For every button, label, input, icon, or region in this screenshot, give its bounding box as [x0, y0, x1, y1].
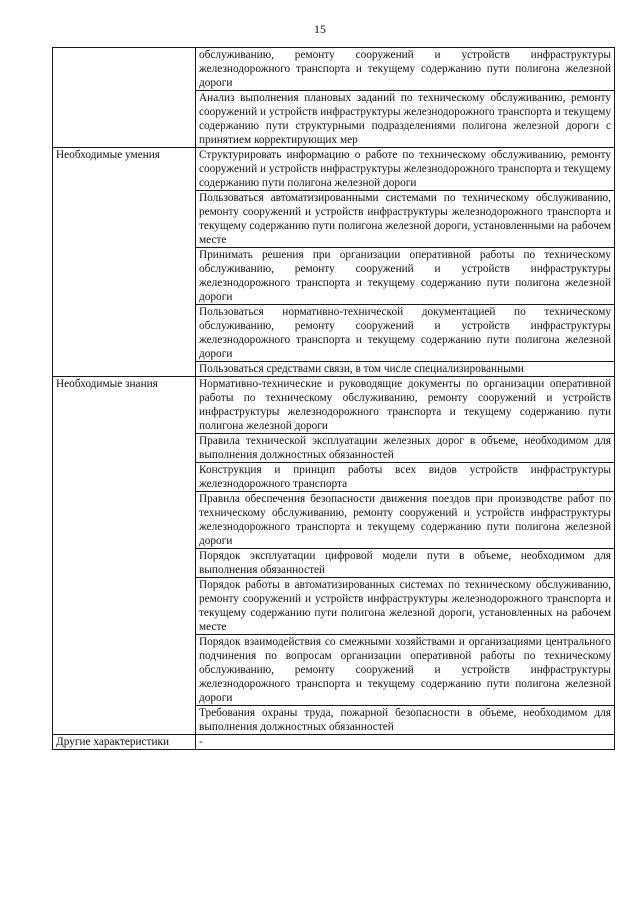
characteristics-table	[52, 47, 615, 750]
table-cell: Порядок работы в автоматизированных системах по техническому обслуживанию, ремонту сооружений и устройств инфраструктуры железнодорожного транспорта и текущему содержанию пути полигона железной дороги, установленных на рабочем месте	[196, 578, 615, 635]
row-label-knowledge: Необходимые знания	[53, 377, 196, 735]
table-cell: -	[196, 735, 615, 750]
page-number: 15	[314, 22, 326, 36]
table-row	[53, 48, 615, 91]
table-cell: Структурировать информацию о работе по техническому обслуживанию, ремонту сооружений и устройств инфраструктуры железнодорожного транспорта и текущему содержанию пути полигона железной дороги	[196, 148, 615, 191]
table-row	[53, 377, 615, 434]
table-cell: обслуживанию, ремонту сооружений и устройств инфраструктуры железнодорожного транспорта и текущему содержанию пути полигона железной дороги	[196, 48, 615, 91]
table-cell: Нормативно-технические и руководящие документы по организации оперативной работы по техническому обслуживанию, ремонту сооружений и устройств инфраструктуры железнодорожного транспорта и текущему содержанию пути полигона железной дороги	[196, 377, 615, 434]
table-cell: Правила обеспечения безопасности движения поездов при производстве работ по техническому обслуживанию, ремонту сооружений и устройств инфраструктуры железнодорожного транспорта и текущему содержанию пути полигона железной дороги	[196, 492, 615, 549]
table-cell: Пользоваться средствами связи, в том числе специализированными	[196, 362, 615, 377]
table-cell: Анализ выполнения плановых заданий по техническому обслуживанию, ремонту сооружений и устройств инфраструктуры железнодорожного транспорта и текущему содержанию пути структурными подразделениями полигона железной дороги с принятием корректирующих мер	[196, 91, 615, 148]
table-cell: Принимать решения при организации оперативной работы по техническому обслуживанию, ремонту сооружений и устройств инфраструктуры железнодорожного транспорта и текущему содержанию пути полигона железной дороги	[196, 248, 615, 305]
table-cell: Пользоваться автоматизированными системами по техническому обслуживанию, ремонту сооружений и устройств инфраструктуры железнодорожного транспорта и текущему содержанию пути полигона железной дороги, установленными на рабочем месте	[196, 191, 615, 248]
row-label	[53, 48, 196, 148]
table-cell: Порядок эксплуатации цифровой модели пути в объеме, необходимом для выполнения обязанностей	[196, 549, 615, 578]
table-row	[53, 148, 615, 191]
table-cell: Пользоваться нормативно-технической документацией по техническому обслуживанию, ремонту сооружений и устройств инфраструктуры железнодорожного транспорта и текущему содержанию пути полигона железной дороги	[196, 305, 615, 362]
table-row	[53, 735, 615, 750]
table-cell: Требования охраны труда, пожарной безопасности в объеме, необходимом для выполнения должностных обязанностей	[196, 706, 615, 735]
row-label-skills: Необходимые умения	[53, 148, 196, 377]
table-cell: Конструкция и принцип работы всех видов устройств инфраструктуры железнодорожного транспорта	[196, 463, 615, 492]
table-cell: Порядок взаимодействия со смежными хозяйствами и организациями центрального подчинения по вопросам организации оперативной работы по техническому обслуживанию, ремонту сооружений и устройств инфраструктуры железнодорожного транспорта и текущему содержанию пути полигона железной дороги	[196, 635, 615, 706]
row-label-other: Другие характеристики	[53, 735, 196, 750]
table-cell: Правила технической эксплуатации железных дорог в объеме, необходимом для выполнения должностных обязанностей	[196, 434, 615, 463]
